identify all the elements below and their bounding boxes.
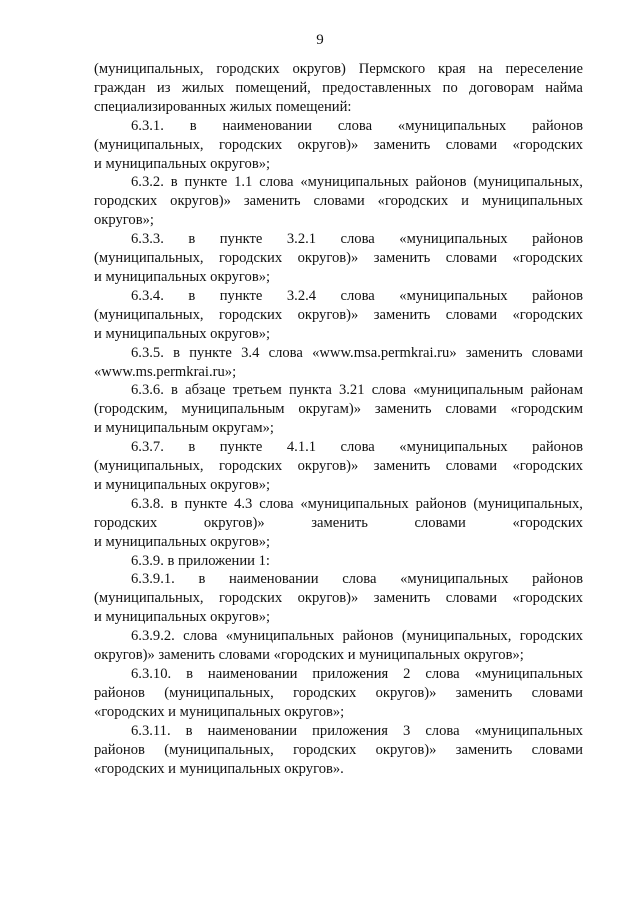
text-line: и муниципальных округов»; xyxy=(94,609,271,626)
text-line: районов (муниципальных, городских округов)» заменить словами xyxy=(94,684,583,701)
text-line: 6.3.9.2. слова «муниципальных районов (муниципальных, городских xyxy=(131,628,583,645)
text-line: (муниципальных, городских округов)» заменить словами «городских xyxy=(94,590,583,607)
paragraph xyxy=(94,344,583,382)
paragraph xyxy=(94,230,583,287)
text-line: 6.3.4. в пункте 3.2.4 слова «муниципальных районов xyxy=(131,287,583,304)
text-line: 6.3.2. в пункте 1.1 слова «муниципальных районов (муниципальных, xyxy=(131,174,583,191)
text-line: (муниципальных, городских округов) Пермского края на переселение xyxy=(94,61,583,77)
paragraph xyxy=(94,495,583,552)
text-line: (муниципальных, городских округов)» заменить словами «городских xyxy=(94,136,583,153)
text-line: «городских и муниципальных округов». xyxy=(94,760,344,777)
paragraph xyxy=(94,381,583,438)
text-line: городских округов)» заменить словами «городских и муниципальных xyxy=(94,193,583,210)
document-body xyxy=(94,60,583,778)
text-line: округов»; xyxy=(94,212,154,229)
text-line: 6.3.6. в абзаце третьем пункта 3.21 слова «муниципальным районам xyxy=(131,382,583,399)
text-line: (муниципальных, городских округов)» заменить словами «городских xyxy=(94,306,583,323)
text-line: и муниципальных округов»; xyxy=(94,325,271,342)
text-line: 6.3.5. в пункте 3.4 слова «www.msa.permkrai.ru» заменить словами xyxy=(131,344,583,361)
text-line: 6.3.8. в пункте 4.3 слова «муниципальных районов (муниципальных, xyxy=(131,495,583,512)
text-line: 6.3.11. в наименовании приложения 3 слова «муниципальных xyxy=(131,722,583,739)
page-number: 9 xyxy=(316,32,324,48)
text-line: и муниципальных округов»; xyxy=(94,476,271,493)
text-line: 6.3.7. в пункте 4.1.1 слова «муниципальных районов xyxy=(131,439,583,456)
text-line: 6.3.3. в пункте 3.2.1 слова «муниципальных районов xyxy=(131,231,583,248)
paragraph xyxy=(94,627,583,665)
text-line: (муниципальных, городских округов)» заменить словами «городских xyxy=(94,458,583,475)
text-line: «www.ms.permkrai.ru»; xyxy=(94,363,237,380)
text-line: округов)» заменить словами «городских и муниципальных округов»; xyxy=(94,647,524,664)
paragraph xyxy=(94,722,583,779)
text-line: (муниципальных, городских округов)» заменить словами «городских xyxy=(94,250,583,267)
text-line: и муниципальных округов»; xyxy=(94,533,271,550)
text-line: 6.3.9.1. в наименовании слова «муниципальных районов xyxy=(131,571,583,588)
paragraph xyxy=(94,665,583,722)
paragraph xyxy=(94,117,583,174)
paragraph xyxy=(94,60,583,117)
text-line: и муниципальным округам»; xyxy=(94,420,274,437)
text-line: специализированных жилых помещений: xyxy=(94,98,352,115)
paragraph xyxy=(94,173,583,230)
text-line: (городским, муниципальным округам)» заменить словами «городским xyxy=(94,401,583,418)
text-line: 6.3.1. в наименовании слова «муниципальных районов xyxy=(131,117,583,134)
text-line: граждан из жилых помещений, предоставленных по договорам найма xyxy=(94,79,583,96)
text-line: 6.3.10. в наименовании приложения 2 слова «муниципальных xyxy=(131,666,583,682)
text-line: 6.3.9. в приложении 1: xyxy=(131,552,270,569)
paragraph xyxy=(94,552,583,571)
paragraph xyxy=(94,287,583,344)
text-line: «городских и муниципальных округов»; xyxy=(94,703,345,720)
text-line: районов (муниципальных, городских округов)» заменить словами xyxy=(94,741,583,758)
text-line: и муниципальных округов»; xyxy=(94,155,271,172)
paragraph xyxy=(94,438,583,495)
paragraph xyxy=(94,570,583,627)
text-line: городских округов)» заменить словами «городских xyxy=(94,514,583,531)
text-line: и муниципальных округов»; xyxy=(94,268,271,285)
